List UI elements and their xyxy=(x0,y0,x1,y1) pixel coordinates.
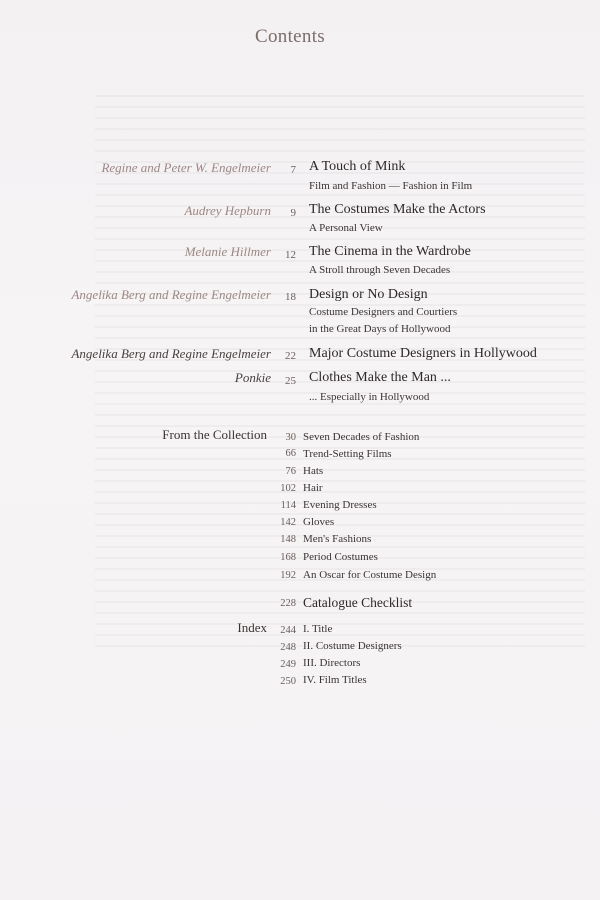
collection-page-number: 76 xyxy=(285,466,296,477)
checklist-title: Catalogue Checklist xyxy=(303,595,413,610)
essay-subtitle: A Personal View xyxy=(309,222,383,234)
essay-title: The Costumes Make the Actors xyxy=(309,202,486,217)
essay-author: Angelika Berg and Regine Engelmeier xyxy=(71,287,271,302)
collection-item: Men's Fashions xyxy=(303,533,372,545)
collection-page-number: 148 xyxy=(280,534,296,545)
collection-item: Period Costumes xyxy=(303,551,378,563)
collection-item: Gloves xyxy=(303,516,335,528)
collection-item: Evening Dresses xyxy=(303,499,377,511)
essay-subtitle: Costume Designers and Courtiers xyxy=(309,306,458,318)
index-item: IV. Film Titles xyxy=(303,674,367,686)
essay-page-number: 7 xyxy=(290,164,296,176)
essay-subtitle: ... Especially in Hollywood xyxy=(309,391,430,403)
essay-author: Regine and Peter W. Engelmeier xyxy=(101,160,271,175)
index-heading: Index xyxy=(237,620,267,635)
collection-item: An Oscar for Costume Design xyxy=(303,569,437,581)
collection-page-number: 66 xyxy=(285,448,296,459)
collection-page-number: 30 xyxy=(285,432,296,443)
collection-page-number: 102 xyxy=(280,483,296,494)
essay-author: Angelika Berg and Regine Engelmeier xyxy=(71,346,271,361)
index-item: III. Directors xyxy=(303,657,361,669)
essay-title: Design or No Design xyxy=(309,287,428,302)
essay-page-number: 9 xyxy=(290,207,296,219)
essay-page-number: 22 xyxy=(285,350,296,362)
essay-author: Melanie Hillmer xyxy=(184,244,271,259)
index-page-number: 249 xyxy=(280,659,296,670)
checklist-page-number: 228 xyxy=(280,598,296,609)
essay-subtitle: Film and Fashion — Fashion in Film xyxy=(309,180,473,192)
essay-title: A Touch of Mink xyxy=(309,159,406,174)
essay-page-number: 12 xyxy=(285,249,296,261)
index-item: II. Costume Designers xyxy=(303,640,402,652)
index-page-number: 244 xyxy=(280,625,296,636)
index-page-number: 250 xyxy=(280,676,296,687)
collection-item: Seven Decades of Fashion xyxy=(303,431,420,443)
index-page-number: 248 xyxy=(280,642,296,653)
collection-page-number: 114 xyxy=(280,500,296,511)
collection-page-number: 192 xyxy=(280,570,296,581)
index-item: I. Title xyxy=(303,623,333,635)
essay-title: Clothes Make the Man ... xyxy=(309,370,451,385)
essay-subtitle: in the Great Days of Hollywood xyxy=(309,323,451,335)
collection-item: Hair xyxy=(303,482,323,494)
essay-title: The Cinema in the Wardrobe xyxy=(309,244,471,259)
collection-item: Trend-Setting Films xyxy=(303,448,392,460)
essay-page-number: 25 xyxy=(285,375,296,387)
essay-title: Major Costume Designers in Hollywood xyxy=(309,346,537,361)
collection-heading: From the Collection xyxy=(162,427,267,442)
essay-author: Audrey Hepburn xyxy=(184,203,271,218)
collection-page-number: 142 xyxy=(280,517,296,528)
page-title: Contents xyxy=(255,26,325,47)
essay-author: Ponkie xyxy=(234,370,271,385)
collection-page-number: 168 xyxy=(280,552,296,563)
collection-item: Hats xyxy=(303,465,324,477)
essay-subtitle: A Stroll through Seven Decades xyxy=(309,264,451,276)
essay-page-number: 18 xyxy=(285,291,296,303)
